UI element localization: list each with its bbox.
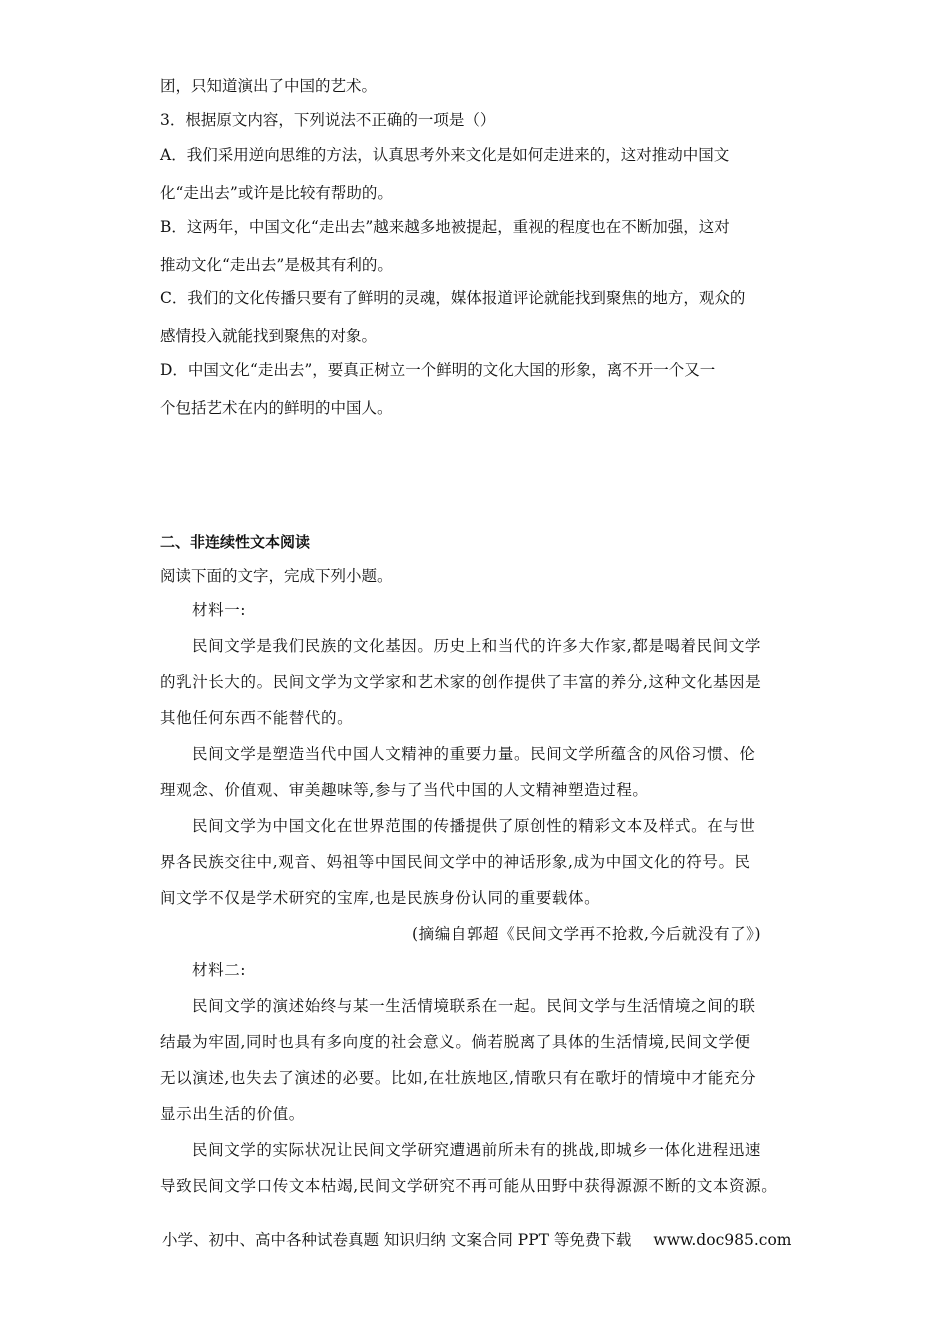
section-2-instruction: 阅读下面的文字，完成下列小题。	[160, 567, 393, 585]
material-2-p2-line-2: 导致民间文学口传文本枯竭,民间文学研究不再可能从田野中获得源源不断的文本资源。	[160, 1177, 778, 1195]
option-d-line-2: 个包括艺术在内的鲜明的中国人。	[160, 399, 393, 417]
material-2-p1-line-3: 无以演述,也失去了演述的必要。比如,在壮族地区,情歌只有在歌圩的情境中才能充分	[160, 1069, 757, 1087]
material-1-p1-line-1: 民间文学是我们民族的文化基因。历史上和当代的许多大作家,都是喝着民间文学	[192, 637, 762, 655]
material-1-p3-line-2: 界各民族交往中,观音、妈祖等中国民间文学中的神话形象,成为中国文化的符号。民	[160, 853, 751, 871]
option-b-line-2: 推动文化“走出去”是极其有利的。	[160, 256, 393, 274]
material-2-p1-line-2: 结最为牢固,同时也具有多向度的社会意义。倘若脱离了具体的生活情境,民间文学便	[160, 1033, 751, 1051]
option-d-line-1: D．中国文化“走出去”，要真正树立一个鲜明的文化大国的形象，离不开一个又一	[160, 361, 716, 379]
material-2-p2-line-1: 民间文学的实际状况让民间文学研究遭遇前所未有的挑战,即城乡一体化进程迅速	[192, 1141, 762, 1159]
option-c-line-1: C．我们的文化传播只要有了鲜明的灵魂，媒体报道评论就能找到聚焦的地方，观众的	[160, 289, 746, 307]
material-1-p2-line-2: 理观念、价值观、审美趣味等,参与了当代中国的人文精神塑造过程。	[160, 781, 649, 799]
material-1-p1-line-3: 其他任何东西不能替代的。	[160, 709, 354, 727]
material-1-label: 材料一:	[192, 601, 247, 619]
material-1-p2-line-1: 民间文学是塑造当代中国人文精神的重要力量。民间文学所蕴含的风俗习惯、伦	[192, 745, 756, 763]
question-3-stem: 3．根据原文内容，下列说法不正确的一项是（）	[160, 111, 496, 129]
material-2-p1-line-1: 民间文学的演述始终与某一生活情境联系在一起。民间文学与生活情境之间的联	[192, 997, 756, 1015]
option-b-line-1: B．这两年，中国文化“走出去”越来越多地被提起，重视的程度也在不断加强，这对	[160, 218, 730, 236]
material-1-p1-line-2: 的乳汁长大的。民间文学为文学家和艺术家的创作提供了丰富的养分,这种文化基因是	[160, 673, 762, 691]
option-c-line-2: 感情投入就能找到聚焦的对象。	[160, 327, 378, 345]
option-a-line-2: 化“走出去”或许是比较有帮助的。	[160, 184, 393, 202]
footer-text: 小学、初中、高中各种试卷真题 知识归纳 文案合同 PPT 等免费下载	[162, 1231, 632, 1249]
option-a-line-1: A．我们采用逆向思维的方法，认真思考外来文化是如何走进来的，这对推动中国文	[160, 146, 730, 164]
material-2-label: 材料二:	[192, 961, 247, 979]
footer-url[interactable]: www.doc985.com	[653, 1231, 792, 1249]
material-1-p3-line-1: 民间文学为中国文化在世界范围的传播提供了原创性的精彩文本及样式。在与世	[192, 817, 756, 835]
material-1-p3-line-3: 间文学不仅是学术研究的宝库,也是民族身份认同的重要载体。	[160, 889, 601, 907]
question-2-tail: 团，只知道演出了中国的艺术。	[160, 77, 378, 95]
material-1-credit: (摘编自郭超《民间文学再不抢救,今后就没有了》)	[412, 925, 762, 943]
material-2-p1-line-4: 显示出生活的价值。	[160, 1105, 305, 1123]
page-footer	[162, 1230, 791, 1250]
section-2-title: 二、非连续性文本阅读	[160, 533, 311, 551]
